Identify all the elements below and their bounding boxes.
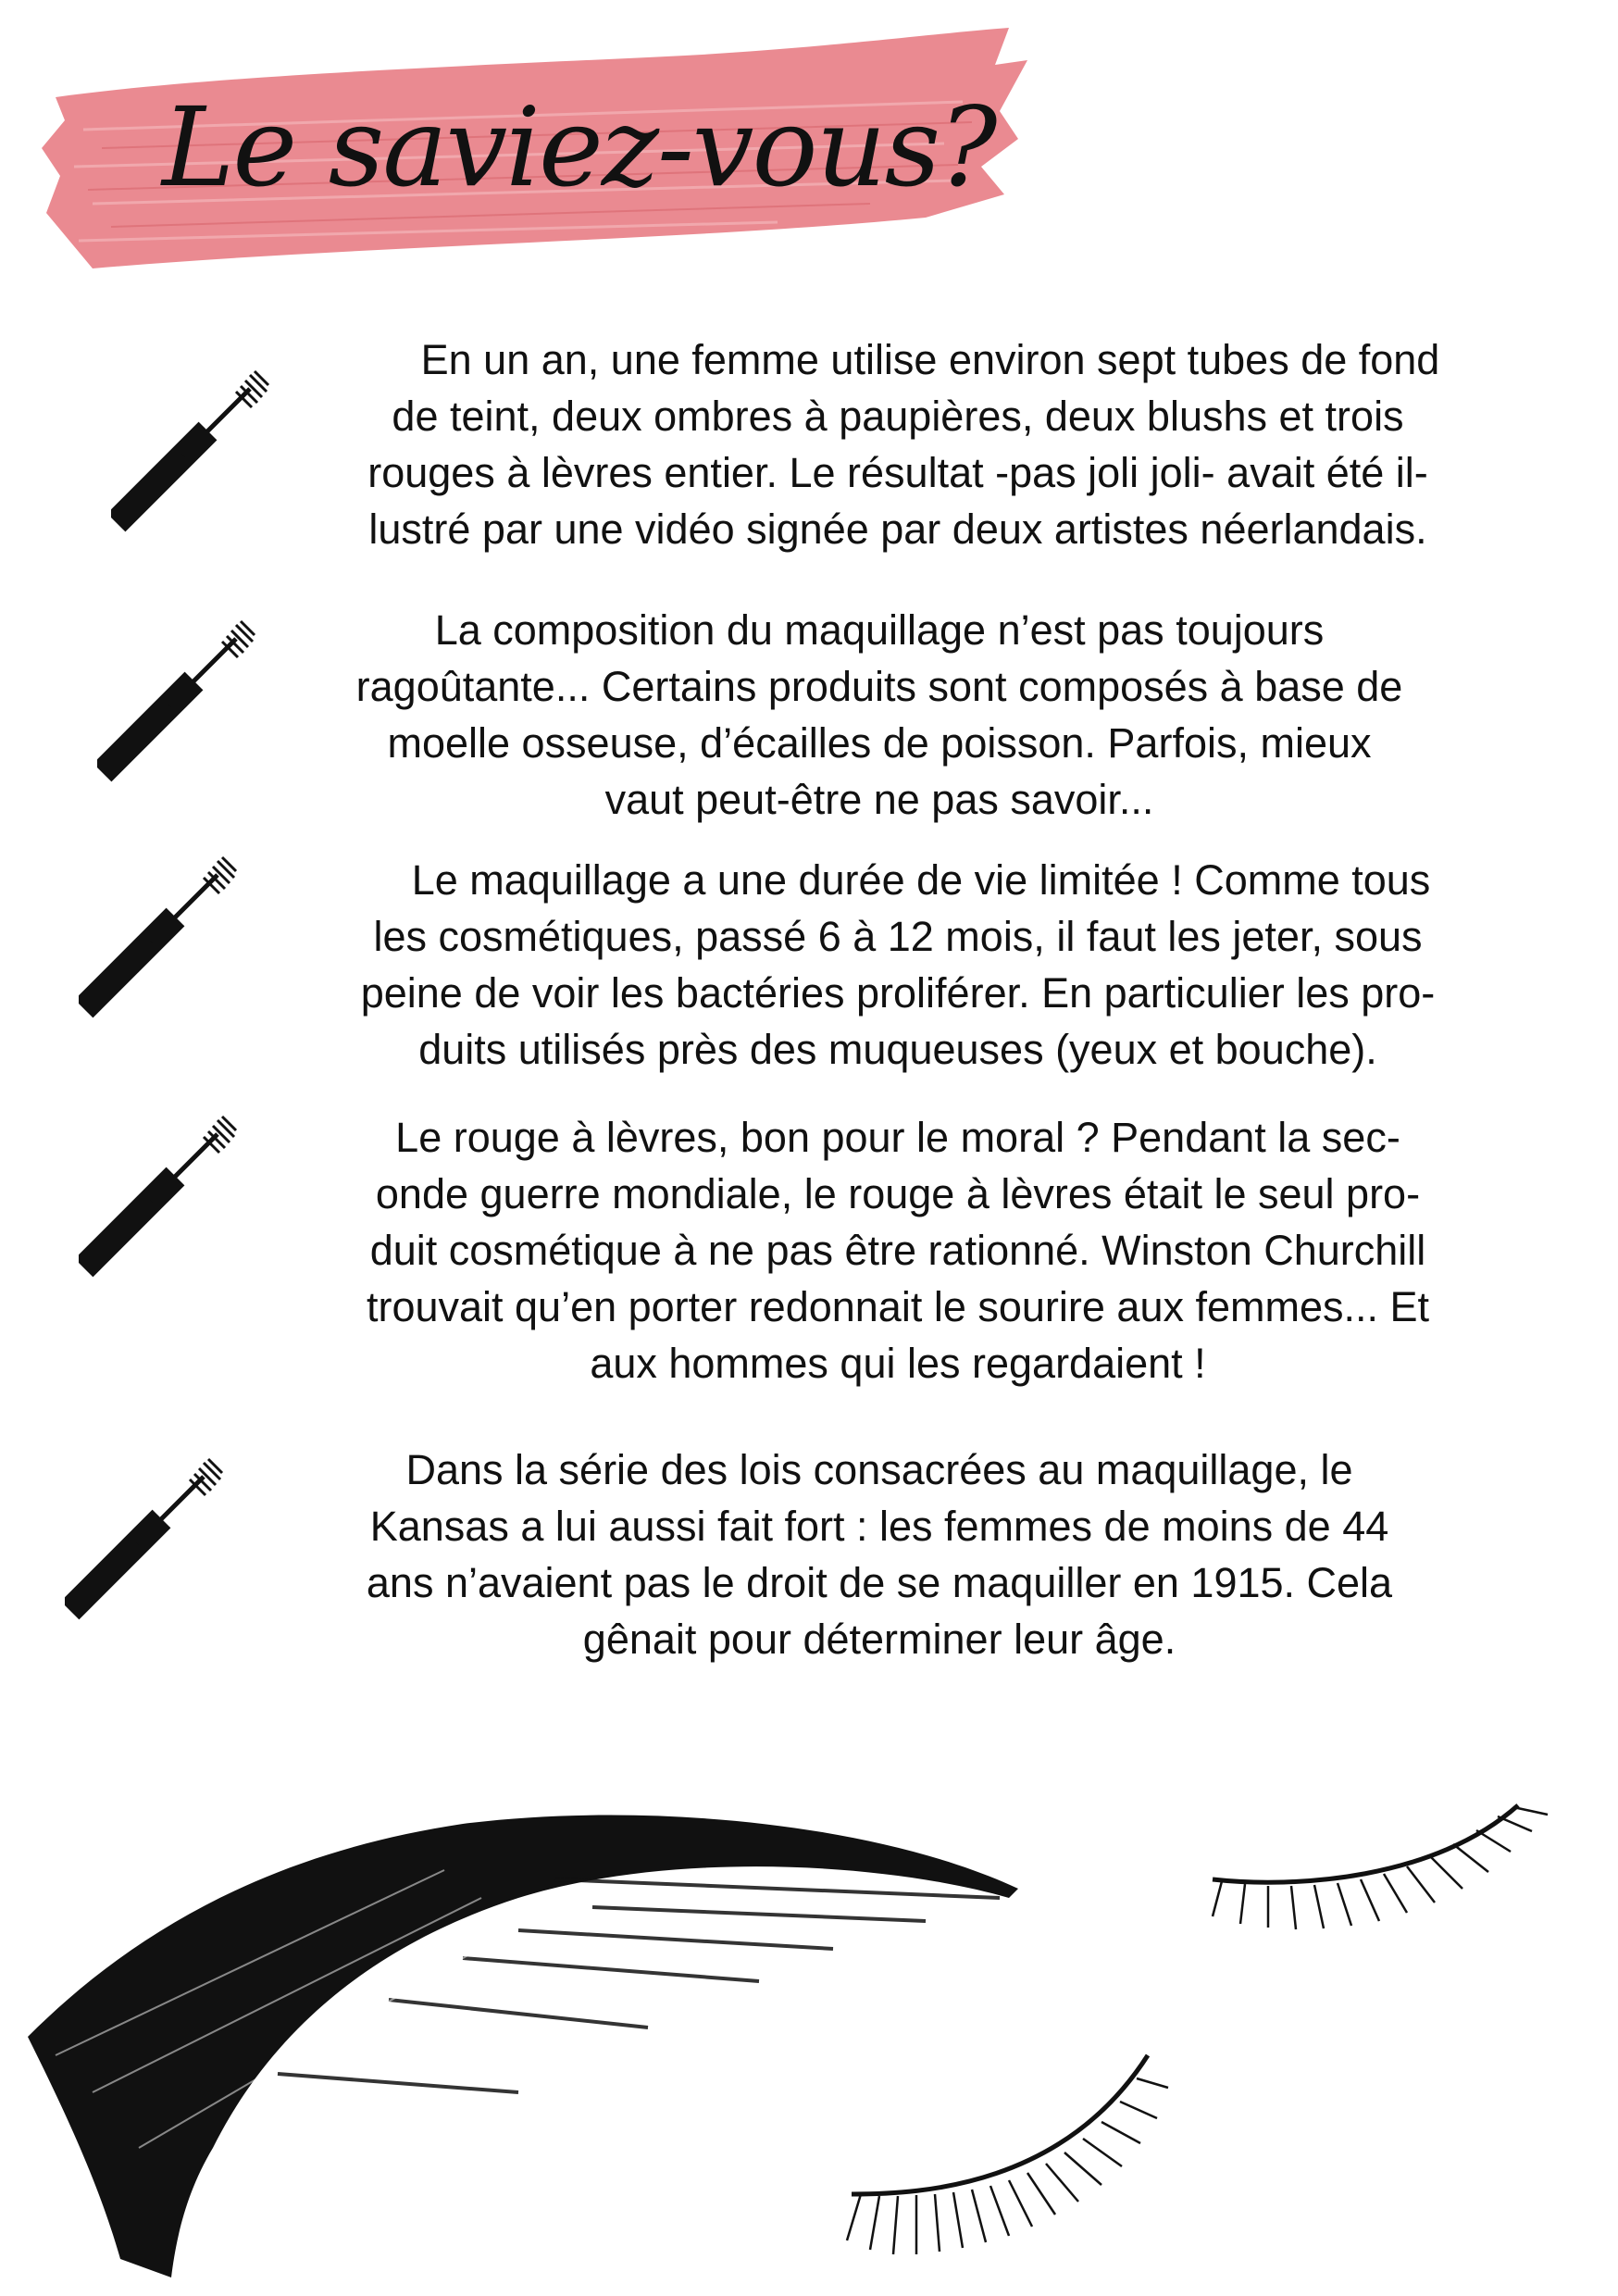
fact-line: de teint, deux ombres à paupières, deux blushs et trois: [392, 393, 1404, 440]
fact-line: Le rouge à lèvres, bon pour le moral ? Pendant la sec-: [395, 1114, 1400, 1161]
fact-line: moelle osseuse, d’écailles de poisson. Parfois, mieux: [387, 719, 1372, 767]
mascara-brush-stroke: [28, 1816, 1018, 2277]
fact-line: rouges à lèvres entier. Le résultat -pas joli joli- avait été il-: [367, 449, 1428, 496]
fact-line: En un an, une femme utilise environ sept tubes de fond: [420, 336, 1440, 383]
mascara-wand-icon: [65, 1454, 231, 1620]
fact-line: duits utilisés près des muqueuses (yeux et bouche).: [418, 1026, 1377, 1073]
fact-line: duit cosmétique à ne pas être rationné. Winston Churchill: [369, 1227, 1426, 1274]
fact-line: onde guerre mondiale, le rouge à lèvres était le seul pro-: [375, 1170, 1421, 1217]
fact-line: Dans la série des lois consacrées au maquillage, le: [405, 1446, 1353, 1493]
mascara-wand-icon: [97, 616, 264, 782]
fact-line: les cosmétiques, passé 6 à 12 mois, il faut les jeter, sous: [373, 913, 1423, 960]
fact-line: aux hommes qui les regardaient !: [590, 1340, 1206, 1387]
fact-line: Kansas a lui aussi fait fort : les femmes de moins de 44: [369, 1503, 1389, 1550]
fact-line: vaut peut-être ne pas savoir...: [604, 776, 1154, 823]
mascara-wand-icon: [79, 1111, 245, 1278]
fact-line: ans n’avaient pas le droit de se maquiller en 1915. Cela: [366, 1559, 1393, 1606]
fact-paragraph: [250, 1109, 1546, 1391]
title-banner: [37, 9, 1046, 287]
fact-line: lustré par une vidéo signée par deux artistes néerlandais.: [368, 505, 1427, 553]
fact-line: peine de voir les bactéries proliférer. En particulier les pro-: [360, 969, 1436, 1017]
page-title: Le saviez-vous?: [162, 83, 996, 211]
mascara-wand-icon: [79, 852, 245, 1018]
fact-line: gênait pour déterminer leur âge.: [582, 1616, 1176, 1663]
fact-paragraph: [241, 1441, 1518, 1667]
fact-paragraph: [250, 852, 1546, 1078]
fact-line: ragoûtante... Certains produits sont composés à base de: [355, 663, 1403, 710]
fact-paragraph: [250, 331, 1546, 557]
fact-line: trouvait qu’en porter redonnait le sourire aux femmes... Et: [366, 1283, 1430, 1330]
fact-line: La composition du maquillage n’est pas toujours: [434, 606, 1325, 654]
fact-paragraph: [241, 602, 1518, 828]
decorative-footer: [0, 1759, 1618, 2296]
fact-line: Le maquillage a une durée de vie limitée ! Comme tous: [411, 856, 1431, 904]
